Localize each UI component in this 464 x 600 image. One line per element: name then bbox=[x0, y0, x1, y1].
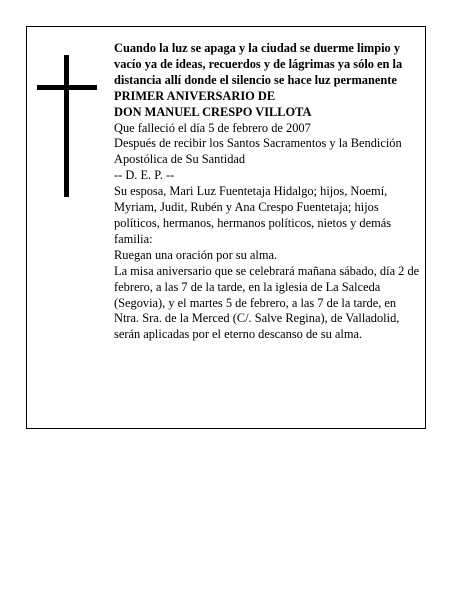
obituary-notice bbox=[26, 26, 426, 429]
cross-vertical-bar bbox=[64, 55, 69, 197]
family-text: Su esposa, Mari Luz Fuentetaja Hidalgo; hijos, Noemí, Myriam, Judit, Rubén y Ana Crespo Fuentetaja; hijos políticos, hermanos, hermanos políticos, nietos y demás familia: bbox=[114, 184, 392, 246]
deceased-name: DON MANUEL CRESPO VILLOTA bbox=[114, 104, 312, 119]
notice-text bbox=[114, 41, 422, 343]
intro-verse: Cuando la luz se apaga y la ciudad se duerme limpio y vacío ya de ideas, recuerdos y de lágrimas ya sólo en la distancia allí donde el silencio se hace luz permanente PRIMER ANIVERSARIO DE bbox=[114, 41, 403, 103]
rip-text: -- D. E. P. -- bbox=[114, 168, 175, 183]
sacraments-text: Después de recibir los Santos Sacramentos y la Bendición Apostólica de Su Santidad bbox=[114, 136, 402, 167]
death-date: Que falleció el día 5 de febrero de 2007 bbox=[114, 120, 311, 135]
prayer-request: Ruegan una oración por su alma. bbox=[114, 247, 278, 262]
mass-details: La misa aniversario que se celebrará mañana sábado, día 2 de febrero, a las 7 de la tarde, en la iglesia de La Salceda (Segovia), y el martes 5 de febrero, a las 7 de la tarde, en Ntra. Sra. de la Merced (C/. Salve Regina), de Valladolid, serán aplicadas por el eterno descanso de su alma. bbox=[114, 263, 420, 342]
cross-icon bbox=[37, 55, 97, 197]
cross-horizontal-bar bbox=[37, 85, 97, 90]
